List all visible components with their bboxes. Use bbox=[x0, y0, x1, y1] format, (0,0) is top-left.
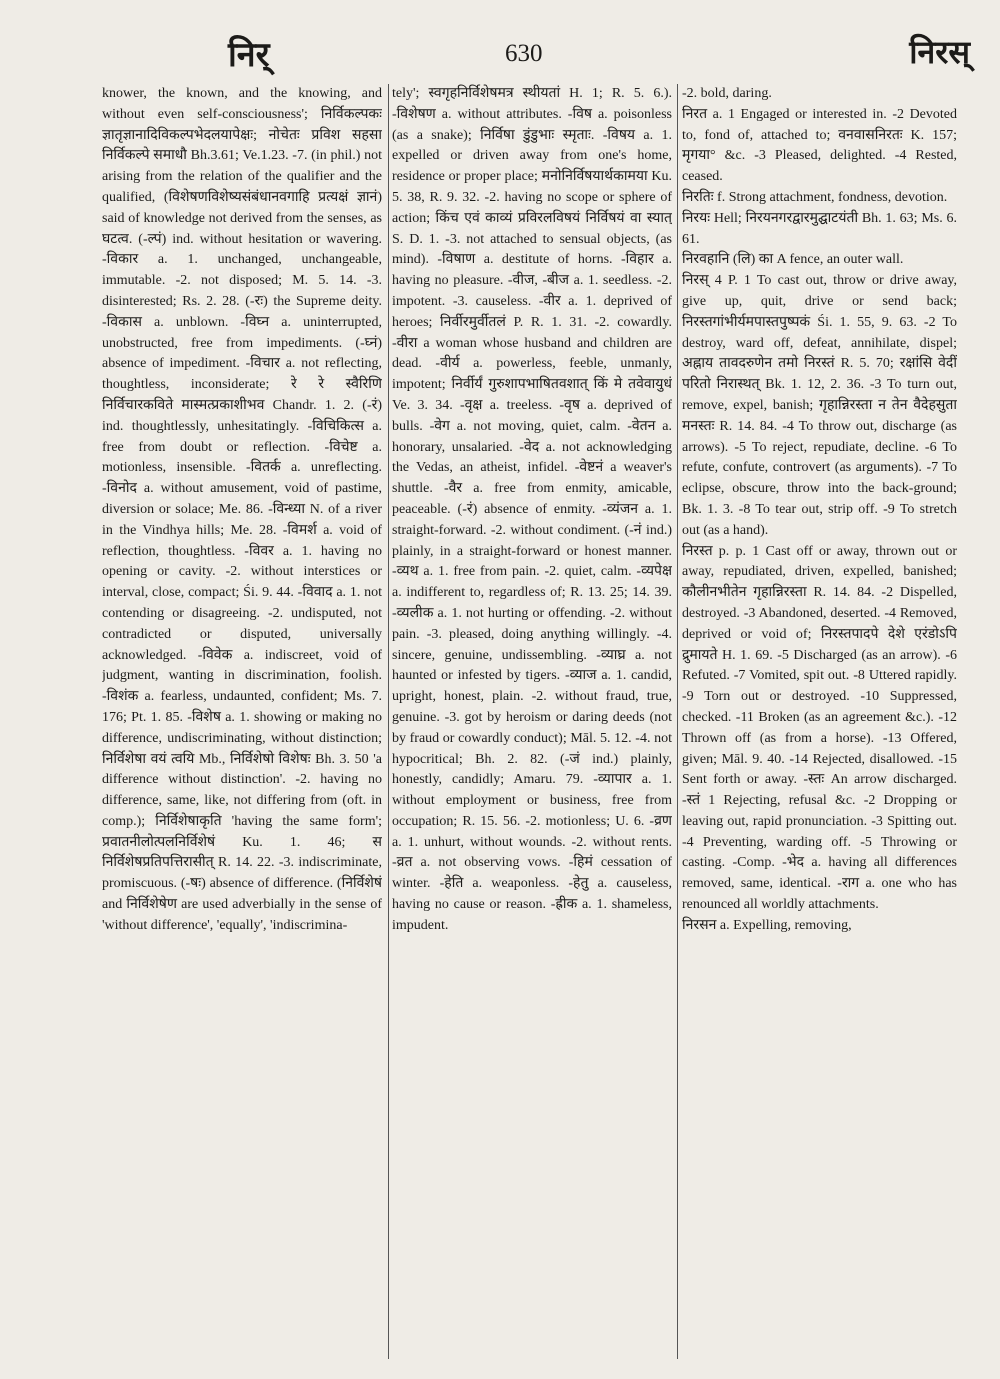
entry-paragraph: knower, the known, and the knowing, and without even self-consciousness'; निर्विकल्पकः ज्ञातृज्ञानादिविकल्पभेदलयापेक्षः; नोचेतः प्रविश सहसा निर्विकल्पे समाधौ Bh.3.61; Ve.1.23. -7. (in phil.) not arising from the relation of the qualifier and the qualified, (विशेषणविशेष्यसंबंधानवगाहि प्रत्यक्षं ज्ञानं) said of knowledge not derived from the senses, as घटत्व. (-ल्पं) ind. without hesitation or wavering. -विकार a. 1. unchanged, unchangeable, immutable. -2. not disposed; M. 5. 14. -3. disinterested; Rs. 2. 28. (-रः) the Supreme deity. -विकास a. unblown. -विघ्न a. uninterrupted, unobstructed, free from impediments. (-घ्नं) absence of impediment. -विचार a. not reflecting, thoughtless, inconsiderate; रे रे स्वैरिणि निर्विचारकविते मास्मत्प्रकाशीभव Chandr. 1. 2. (-रं) ind. thoughtlessly, unhesitatingly. -विचिकित्स a. free from doubt or reflection. -विचेष्ट a. motionless, insensible. -वितर्क a. unreflecting. -विनोद a. without amusement, void of pastime, diversion or solace; Me. 86. -विन्ध्या N. of a river in the Vindhya hills; Me. 28. -विमर्श a. void of reflection, thoughtless. -विवर a. 1. having no opening or cavity. -2. without interstices or interval, close, compact; Śi. 9. 44. -विवाद a. 1. not contending or disagreeing. -2. undisputed, not contradicted or disputed, universally acknowledged. -विवेक a. indiscreet, void of judgment, wanting in discrimination, foolish. -विशंक a. fearless, undaunted, confident; Ms. 7. 176; Pt. 1. 85. -विशेष a. 1. showing or making no difference, undiscriminating, without distinction; निर्विशेषा वयं त्वयि Mb., निर्विशेषो विशेषः Bh. 3. 50 'a difference without distinction'. -2. having no difference, same, like, not differing from (oft. in comp.); निर्विशेषाकृति 'having the same form'; प्रवातनीलोत्पलनिर्विशेषं Ku. 1. 46; स निर्विशेषप्रतिपत्तिरासीत् R. 14. 22. -3. indiscriminate, promiscuous. (-षः) absence of difference. (निर्विशेषं and निर्विशेषेण are used adverbially in the sense of 'without difference', 'equally', 'indiscrimina- bbox=[102, 86, 382, 933]
entry-nirasana: निरसन a. Expelling, removing, bbox=[682, 917, 852, 933]
page-header bbox=[100, 22, 970, 82]
entry-paragraph: -2. bold, daring. bbox=[682, 86, 772, 101]
column-divider bbox=[388, 84, 389, 1359]
entry-paragraph: tely'; स्वगृहनिर्विशेषमत्र स्थीयतां H. 1; R. 5. 6.). -विशेषण a. without attributes. -विष a. poisonless (as a snake); निर्विषा डुंडुभाः स्मृताः. -विषय a. 1. expelled or driven away from one's home, residence or proper place; मनोनिर्विषयार्थकामया Ku. 5. 38, R. 9. 32. -2. having no scope or sphere of action; किंच एवं काव्यं प्रविरलविषयं निर्विषयं वा स्यात् S. D. 1. -3. not attached to sensual objects, (as mind). -विषाण a. destitute of horns. -विहार a. having no pleasure. -वीज, -बीज a. 1. seedless. -2. impotent. -3. causeless. -वीर a. 1. deprived of heroes; निर्वीरमुर्वीतलं P. R. 1. 31. -2. cowardly. -वीरा a woman whose husband and children are dead. -वीर्य a. powerless, feeble, unmanly, impotent; निर्वीर्यं गुरुशापभाषितवशात् किं मे तवेवायुधं Ve. 3. 34. -वृक्ष a. treeless. -वृष a. deprived of bulls. -वेग a. not moving, quiet, calm. -वेतन a. honorary, unsalaried. -वेद a. not acknowledging the Vedas, an atheist, infidel. -वेष्टनं a weaver's shuttle. -वैर a. free from enmity, amicable, peaceable. (-रं) absence of enmity. -व्यंजन a. 1. straight-forward. -2. without condiment. (-नं ind.) plainly, in a straight-forward or honest manner. -व्यथ a. 1. free from pain. -2. quiet, calm. -व्यपेक्ष a. indifferent to, regardless of; R. 13. 25; 14. 39. -व्यलीक a. 1. not hurting or offending. -2. without pain. -3. pleased, doing anything willingly. -4. sincere, genuine, undissembling. -व्याघ्र a. not haunted or infested by tigers. -व्याज a. 1. candid, upright, honest, plain. -2. without fraud, true, genuine. -3. got by heroism or daring deeds (not by fraud or cowardly conduct); Māl. 5. 12. -4. not hypocritical; Bh. 2. 82. (-जं ind.) plainly, honestly, candidly; Amaru. 79. -व्यापार a. 1. without employment or business, free from occupation; R. 15. 56. -2. motionless; U. 6. -व्रण a. 1. unhurt, without wounds. -2. without rents. -व्रत a. not observing vows. -हिमं cessation of winter. -हेति a. weaponless. -हेतु a. causeless, having no cause or reason. -ह्रीक a. 1. shameless, impudent. bbox=[392, 86, 672, 933]
right-running-headword: निरस् bbox=[909, 34, 970, 70]
entry-niravahanika: निरवहानि (लि) का A fence, an outer wall. bbox=[682, 252, 904, 268]
entry-nirayah: निरयः Hell; निरयनगरद्वारमुद्घाटयंती Bh. 1. 63; Ms. 6. 61. bbox=[682, 210, 957, 247]
left-running-headword: निर् bbox=[228, 37, 270, 74]
entry-niras: निरस् 4 P. 1 To cast out, throw or drive away, give up, quit, drive or send back; निरस्तगांभीर्यमपास्तपुष्पकं Śi. 1. 55, 9. 63. -2 To destroy, ward off, defeat, annihilate, dispel; अह्नाय तावदरुणेन तमो निरस्तं R. 5. 70; रक्षांसि वेदीं परितो निरास्थत् Bk. 1. 12, 2. 36. -3 To turn out, remove, expel, banish; गृहान्निरस्ता न तेन वैदेहसुता मनस्तः R. 14. 84. -4 To throw out, discharge (as arrows). -5 To reject, repudiate, decline. -6 To refute, confute, controvert (as arguments). -7 To eclipse, obscure, throw into the back-ground; Bk. 1. 3. -8 To tear out, strip off. -9 To stretch out (as a hand). bbox=[682, 273, 957, 538]
entry-niratih: निरतिः f. Strong attachment, fondness, devotion. bbox=[682, 189, 948, 205]
entry-nirasta: निरस्त p. p. 1 Cast off or away, thrown out or away, repudiated, driven, expelled, banished; कौलीनभीतेन गृहान्निरस्ता R. 14. 84. -2 Dispelled, destroyed. -3 Abandoned, deserted. -4 Removed, deprived or void of; निरस्तपादपे देशे एरंडोऽपि द्रुमायते H. 1. 69. -5 Discharged (as an arrow). -6 Refuted. -7 Vomited, spit out. -8 Uttered rapidly. -9 Torn out or destroyed. -10 Suppressed, checked. -11 Broken (as an agreement &c.). -12 Thrown off (as from a horse). -13 Offered, given; Māl. 9. 40. -14 Rejected, disallowed. -15 Sent forth or away. -स्तः An arrow discharged. -स्तं 1 Rejecting, refusal &c. -2 Dropping or leaving out, rapid pronunciation. -3 Spitting out. -4 Preventing, warding off. -5 Throwing or casting. -Comp. -भेद a. having all differences removed, same, identical. -राग a. one who has renounced all worldly attachments. bbox=[682, 543, 957, 913]
text-column-1 bbox=[102, 84, 382, 1367]
text-column-3 bbox=[682, 84, 957, 1367]
column-divider bbox=[677, 84, 678, 1359]
text-column-2 bbox=[392, 84, 672, 1367]
page-number: 630 bbox=[505, 40, 543, 67]
entry-niratas: निरत a. 1 Engaged or interested in. -2 Devoted to, fond of, attached to; वनवासनिरतः K. 157; मृगया° &c. -3 Pleased, delighted. -4 Rested, ceased. bbox=[682, 106, 957, 185]
